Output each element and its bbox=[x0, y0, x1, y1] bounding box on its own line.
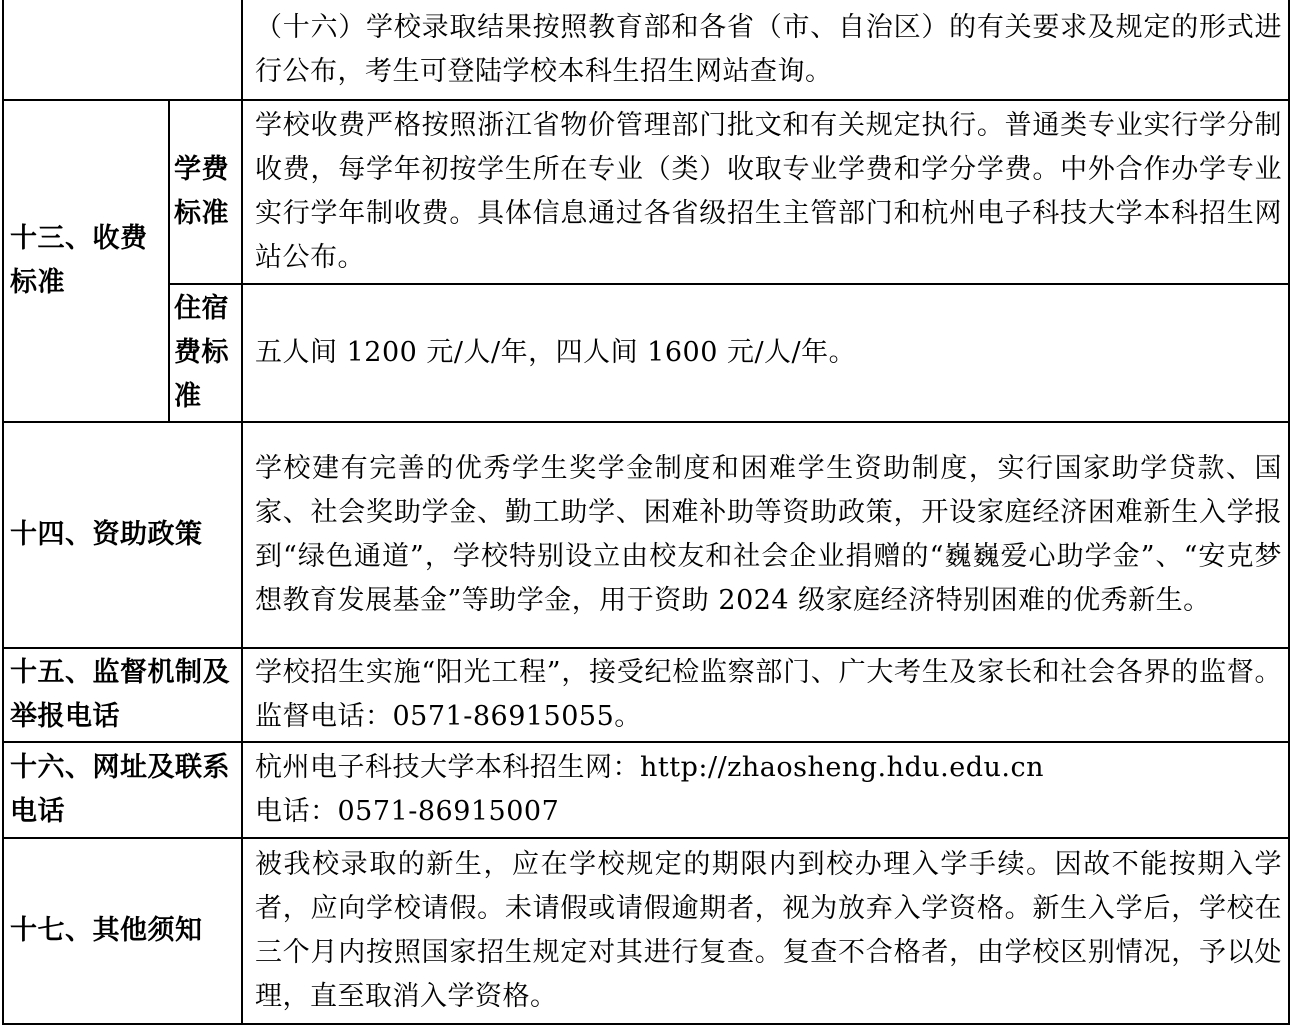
supervision-text: 学校招生实施“阳光工程”，接受纪检监察部门、广大考生及家长和社会各界的监督。监督电话：0571-86915055。 bbox=[242, 648, 1289, 742]
tuition-label: 学费标准 bbox=[169, 100, 242, 284]
row-contact bbox=[3, 742, 1289, 838]
tuition-text: 学校收费严格按照浙江省物价管理部门批文和有关规定执行。普通类专业实行学分制收费，每学年初按学生所在专业（类）收取专业学费和学分学费。中外合作办学专业实行学年制收费。具体信息通过各省级招生主管部门和杭州电子科技大学本科招生网站公布。 bbox=[242, 100, 1289, 284]
row-supervision bbox=[3, 648, 1289, 742]
other-text: 被我校录取的新生，应在学校规定的期限内到校办理入学手续。因故不能按期入学者，应向学校请假。未请假或请假逾期者，视为放弃入学资格。新生入学后，学校在三个月内按照国家招生规定对其进行复查。复查不合格者，由学校区别情况，予以处理，直至取消入学资格。 bbox=[242, 838, 1289, 1024]
row-accommodation bbox=[3, 284, 1289, 422]
accommodation-label: 住宿费标准 bbox=[169, 284, 242, 422]
row-tuition bbox=[3, 100, 1289, 284]
row-other bbox=[3, 838, 1289, 1024]
empty-heading-cell bbox=[3, 0, 242, 100]
admission-result-text: （十六）学校录取结果按照教育部和各省（市、自治区）的有关要求及规定的形式进行公布，考生可登陆学校本科生招生网站查询。 bbox=[242, 0, 1289, 100]
contact-heading: 十六、网址及联系电话 bbox=[3, 742, 242, 838]
admissions-table bbox=[2, 0, 1290, 1025]
contact-cell bbox=[242, 742, 1289, 838]
row-aid bbox=[3, 422, 1289, 648]
aid-text: 学校建有完善的优秀学生奖学金制度和困难学生资助制度，实行国家助学贷款、国家、社会奖助学金、勤工助学、困难补助等资助政策，开设家庭经济困难新生入学报到“绿色通道”，学校特别设立由校友和社会企业捐赠的“巍巍爱心助学金”、“安克梦想教育发展基金”等助学金，用于资助 2024 级家庭经济特别困难的优秀新生。 bbox=[242, 422, 1289, 648]
row-admission-result bbox=[3, 0, 1289, 100]
contact-phone: 电话：0571-86915007 bbox=[255, 796, 560, 827]
aid-heading: 十四、资助政策 bbox=[3, 422, 242, 648]
accommodation-text: 五人间 1200 元/人/年，四人间 1600 元/人/年。 bbox=[242, 284, 1289, 422]
fees-heading: 十三、收费标准 bbox=[3, 100, 169, 422]
other-heading: 十七、其他须知 bbox=[3, 838, 242, 1024]
contact-website: 杭州电子科技大学本科招生网：http://zhaosheng.hdu.edu.cn bbox=[255, 752, 1044, 783]
supervision-heading: 十五、监督机制及举报电话 bbox=[3, 648, 242, 742]
